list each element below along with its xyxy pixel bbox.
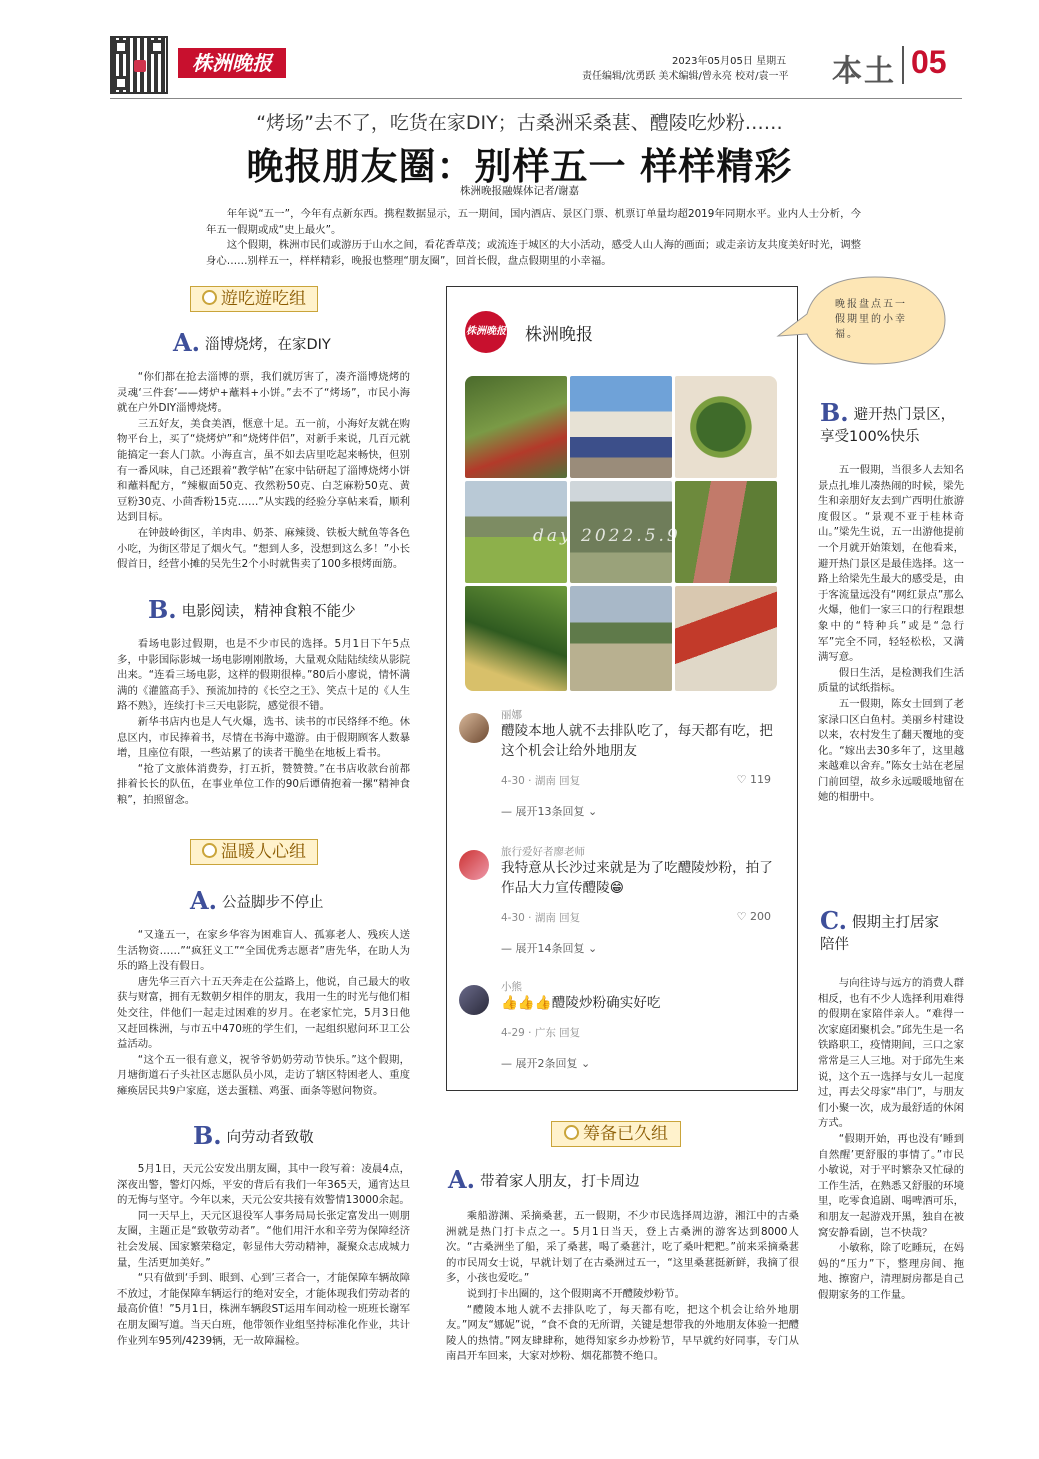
para: 与向往诗与远方的消费人群相反，也有不少人选择利用难得的假期在家陪伴亲人。“难得一次家庭团聚机会。”邱先生是一名铁路职工，疫情期间，三口之家常常是三人三地。对于邱先生来说，这个五一选择与女儿一起度过，再去父母家“串门”，与朋友们小聚一次，成为最舒适的休闲方式。 (818, 977, 964, 1130)
subhead-b3 (820, 398, 956, 448)
col-left-b (117, 637, 410, 809)
subhead-letter: B. (148, 595, 177, 624)
para: 在钟鼓岭街区，羊肉串、奶茶、麻辣烫、铁板大鱿鱼等各色小吃，为街区带足了烟火气。“想到人多，没想到这么多！”小长假首日，经营小摊的吴先生2个小时就售卖了100多根烤面筋。 (117, 526, 410, 571)
photo (675, 586, 777, 691)
qr-code (110, 36, 168, 94)
page-title: 晚报朋友圈：别样五一 样样精彩 (246, 145, 793, 188)
like-count[interactable]: ♡ 119 (736, 773, 771, 786)
comment-text: 👍👍👍醴陵炒粉确实好吃 (501, 995, 661, 1011)
like-count[interactable]: ♡ 200 (736, 910, 771, 923)
subhead-b2 (193, 1121, 314, 1150)
date-line: 2023年05月05日 星期五 (672, 56, 787, 67)
subhead-b3-line1: 避开热门景区， (853, 407, 956, 423)
photo-grid (465, 376, 777, 691)
para: “抢了文旅体消费券，打五折，赞赞赞。”在书店收款台前都排着长长的队伍，在事业单位工作的90后谭倩抱着一摞“精神食粮”，拍照留念。 (117, 762, 410, 806)
subhead-c-line1: 假期主打居家 (852, 915, 940, 931)
subhead-c (820, 906, 940, 956)
expand-replies-link[interactable]: — 展开13条回复 ⌄ (501, 805, 598, 818)
divider (902, 46, 904, 84)
subhead-a3 (448, 1165, 639, 1194)
commenter-avatar (459, 985, 489, 1015)
photo (675, 481, 777, 583)
subhead-b2-text: 向劳动者致敬 (226, 1130, 314, 1146)
para: “又逢五一，在家乡华容为困难盲人、孤寡老人、残疾人送生活物资……”“疯狂义工”“全国优秀志愿者”唐先华，在助人为乐的路上没有假日。 (117, 929, 410, 973)
col-left-a (117, 370, 410, 573)
subhead-letter: C. (820, 906, 848, 935)
comment-meta: 4-30 · 湖南 回复 (501, 775, 581, 787)
bullet-icon (202, 843, 217, 858)
subhead-b1 (148, 595, 356, 624)
account-avatar: 株洲晚报 (465, 311, 507, 353)
photo (675, 376, 777, 478)
para: “这个五一很有意义，祝爷爷奶奶劳动节快乐。”这个假期，月塘街道石子头社区志愿队员小凤，走访了辖区特困老人、重度瘫痪居民共9户家庭，送去蛋糕、鸡蛋、面条等慰问物资。 (117, 1053, 410, 1097)
section-label-3-text: 筹备已久组 (583, 1124, 668, 1144)
subhead-a2 (190, 886, 323, 915)
byline: 株洲晚报融媒体记者/谢嘉 (459, 185, 580, 197)
para: 乘船游渊、采摘桑葚，五一假期，不少市民选择周边游，湘江中的古桑洲就是热门打卡点之一。5月1日当天，登上古桑洲的游客达到8000人次。“古桑洲坐了船，采了桑葚，喝了桑葚汁，吃了桑叶粑粑。”前来采摘桑葚的市民周女士说，早就计划了在古桑洲过五一，“这里桑葚挺新鲜，我摘了很多，小孩也爱吃。” (446, 1210, 799, 1285)
expand-replies-link[interactable]: — 展开2条回复 ⌄ (501, 1057, 591, 1070)
bubble-text: 晚报盘点五一假期里的小幸福。 (835, 299, 907, 340)
subhead-a1-text: 淄博烧烤，在家DIY (204, 337, 331, 353)
para: 五一假期，陈女士回到了老家渌口区白鱼村。美丽乡村建设以来，农村发生了翻天覆地的变化。“嫁出去30多年了，这里越来越难以舍弃。”陈女士站在老屋门前回望，故乡永远暖暖地留在她的相册中。 (818, 697, 964, 804)
para: 新华书店内也是人气火爆，选书、读书的市民络绎不绝。休息区内，市民捧着书，尽情在书海中遨游。由于假期顾客人数暴增，且座位有限，一些站累了的读者干脆坐在地板上看书。 (117, 715, 410, 760)
intro (206, 207, 861, 269)
subhead-letter: A. (190, 886, 217, 915)
para: 五一假期，当很多人去知名景点扎堆儿凑热闹的时候，梁先生和亲朋好友去到广西明仕旅游度假区。“景观不亚于桂林奇山。”梁先生说，五一出游他提前一个月就开始策划，在他看来，避开热门景区是最佳选择。这一路上给梁先生最大的感受是，由于客流量远没有“网红景点”那么火爆，他们一家三口的行程跟想象中的“特种兵”或是“急行军”完全不同，轻轻松松，又满满写意。 (818, 464, 964, 664)
para: “你们都在抢去淄博的票，我们就厉害了，凑齐淄博烧烤的灵魂‘三件套’——烤炉+蘸料+小饼。”去不了“烤场”，市民小海就在户外DIY淄博烧烤。 (117, 371, 410, 415)
para: “醴陵本地人就不去排队吃了，每天都有吃，把这个机会让给外地朋友。”网友“娜妮”说，“食不食的无所谓，关键是想带我的外地朋友体验一把醴陵人的热情。”网友肆肆称，她得知家乡办炒粉节，早早就约好同事，专门从南昌开车回来，大家对炒粉、烟花都赞不绝口。 (446, 1303, 799, 1363)
subhead-letter: B. (820, 398, 849, 427)
section-name: 本土 (832, 54, 896, 89)
para: “假期开始，再也没有‘睡到自然醒’更舒服的事情了。”市民小敏说，对于平时繁杂又忙碌的工作生活，在熟悉又舒服的环境里，吃零食追剧、喝啤酒可乐，和朋友一起游戏开黑，独自在被窝安静看剧，岂不快哉？ (818, 1132, 964, 1239)
para: “只有做到‘手到、眼到、心到’三者合一，才能保障车辆故障不放过，才能保障车辆运行的绝对安全，才能体现我们劳动者的最高价值！”5月1日，株洲车辆段ST运用车间动检一班班长谢军在朋友圈写道。当天白班，他带领作业组坚持标准化作业，共计作业列车95列/4239辆，无一故障漏检。 (117, 1272, 410, 1347)
col-mid-a (446, 1209, 799, 1365)
para: 同一天早上，天元区退役军人事务局局长张定富发出一则朋友圈，主题正是“致敬劳动者”。“他们用汗水和辛劳为保障经济社会发展、国家繁荣稳定，彰显伟大劳动精神，凝聚众志成城力量，生活更加美好。” (117, 1209, 410, 1269)
header-rule (110, 98, 962, 99)
bullet-icon (202, 290, 217, 305)
para: 5月1日，天元公安发出朋友圈，其中一段写着：凌晨4点，深夜出警，警灯闪烁，平安的背后有我们一年365天，通宵达旦的无悔与坚守。今年以来，天元公安共接有效警情13000余起。 (117, 1163, 410, 1207)
page-number: 05 (911, 44, 947, 80)
para: 说到打卡出圈的，这个假期离不开醴陵炒粉节。 (466, 1287, 685, 1300)
kicker: “烤场”去不了，吃货在家DIY；古桑洲采桑葚、醴陵吃炒粉…… (256, 112, 783, 134)
commenter-name: 旅行爱好者廖老师 (501, 846, 585, 858)
commenter-name: 小熊 (501, 981, 522, 993)
comment-meta: 4-29 · 广东 回复 (501, 1027, 581, 1039)
wechat-moments-screenshot (446, 286, 798, 1091)
account-name: 株洲晚报 (525, 325, 593, 345)
subhead-a1 (173, 328, 331, 357)
section-label-1 (190, 286, 318, 312)
section-label-1-text: 遊吃遊吃组 (221, 289, 306, 309)
para: 假日生活，是检测我们生活质量的试纸指标。 (818, 666, 964, 695)
para: 三五好友，美食美酒，惬意十足。五一前，小海好友就在购物平台上，买了“烧烤炉”和“烧烤伴侣”，对新手来说，几百元就能搞定一套人门款。小海直言，虽不如去店里吃起来畅快，但别有一番风味，自己还跟着“教学帖”在家中钻研起了淄博烧烤小饼和蘸料配方，“辣椒面50克、孜然粉50克、白芝麻粉50克、黄豆粉30克、小茴香粉15克……”从实践的经验分享帖来看，顺利达到目标。 (117, 417, 410, 524)
subhead-a2-text: 公益脚步不停止 (221, 895, 324, 911)
col-right-b (818, 463, 964, 806)
expand-replies-link[interactable]: — 展开14条回复 ⌄ (501, 942, 598, 955)
para: 小敏称，除了吃睡玩，在妈妈的“压力”下，整理房间、拖地、擦窗户，清理厨房都是自己假期家务的工作量。 (818, 1242, 964, 1301)
section-label-3 (551, 1121, 681, 1147)
para: 看场电影过假期，也是不少市民的选择。5月1日下午5点多，中影国际影城一场电影刚刚散场，大量观众陆陆续续从影院出来。“连看三场电影，这样的假期很棒。”80后小廖说，情怀满满的《灌篮高手》、预流加持的《长空之王》、笑点十足的《人生路不熟》，连续打卡三天电影院，感觉很不错。 (117, 638, 410, 713)
photo-watermark: day 2022.5.9 (533, 526, 681, 546)
section-label-2 (190, 839, 318, 865)
bullet-icon (564, 1125, 579, 1140)
para: 唐先华三百六十五天奔走在公益路上，他说，自己最大的收获与财富，拥有无数朝夕相伴的朋友，我用一生的时光与他们相处交往，伴他们一起走过困难的岁月。在老家忙完，5月3日他又赶回株洲，与市五中470班的学生们，一起组织慰问环卫工公益活动。 (117, 975, 410, 1051)
subhead-letter: A. (448, 1165, 475, 1194)
subhead-letter: A. (173, 328, 200, 357)
intro-p2: 这个假期，株洲市民们或游历于山水之间，看花香草茂；或流连于城区的大小活动，感受人山人海的画面；或走亲访友共度美好时光，调整身心……别样五一，样样精彩，晚报也整理“朋友圈”，回首长假，盘点假期里的小幸福。 (206, 239, 861, 267)
photo (570, 586, 672, 691)
photo (465, 586, 567, 691)
comment-meta: 4-30 · 湖南 回复 (501, 912, 581, 924)
commenter-name: 丽娜 (501, 709, 522, 721)
comment-text: 我特意从长沙过来就是为了吃醴陵炒粉，拍了作品大力宣传醴陵😁 (501, 860, 773, 896)
section-label-2-text: 温暖人心组 (221, 842, 306, 862)
editors-line: 责任编辑/沈勇跃 美术编辑/曾永亮 校对/袁一平 (582, 71, 789, 82)
comment-text: 醴陵本地人就不去排队吃了，每天都有吃，把这个机会让给外地朋友 (501, 723, 773, 759)
photo (570, 376, 672, 478)
col-left-b2 (117, 1162, 410, 1349)
commenter-avatar (459, 850, 489, 880)
subhead-b3-line2: 享受100%快乐 (820, 429, 920, 445)
intro-p1: 年年说“五一”，今年有点新东西。携程数据显示，五一期间，国内酒店、景区门票、机票订单量均超2019年同期水平。业内人士分析，今年五一假期或成“史上最火”。 (206, 208, 861, 236)
subhead-a3-text: 带着家人朋友，打卡周边 (479, 1174, 640, 1190)
masthead-logo: 株洲晚报 (178, 48, 286, 78)
col-right-c (818, 976, 964, 1303)
subhead-b1-text: 电影阅读，精神食粮不能少 (181, 604, 356, 620)
col-left-a2 (117, 928, 410, 1100)
subhead-letter: B. (193, 1121, 222, 1150)
subhead-c-line2: 陪伴 (820, 937, 849, 953)
commenter-avatar (459, 713, 489, 743)
photo (465, 376, 567, 478)
